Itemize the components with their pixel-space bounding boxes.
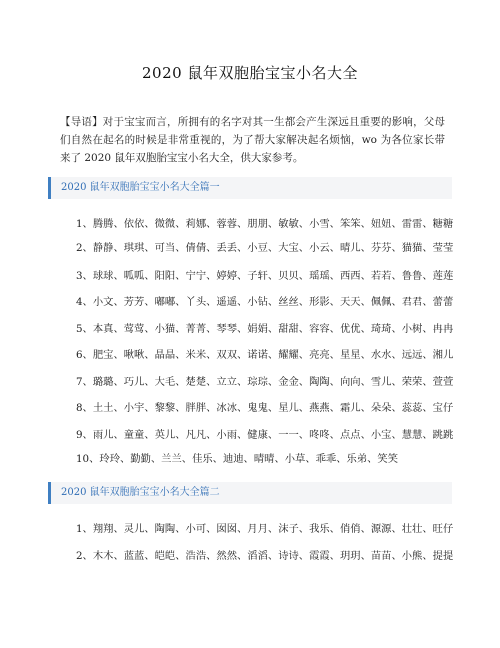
section-heading-2: 2020 鼠年双胞胎宝宝小名大全篇二 [48, 482, 452, 504]
list-item: 9、雨儿、童童、英儿、凡凡、小雨、健康、一一、咚咚、点点、小宝、慧慧、跳跳 [76, 429, 454, 441]
list-item: 2、静静、琪琪、可当、倩倩、丢丢、小豆、大宝、小云、晴儿、芬芬、猫猫、莹莹 [76, 242, 454, 254]
list-item: 1、腾腾、依依、微微、莉娜、蓉蓉、朋朋、敏敏、小雪、笨笨、妞妞、雷雷、糖糖 [76, 218, 454, 230]
list-item: 5、本真、莺莺、小猫、菁菁、琴琴、娟娟、甜甜、容容、优优、琦琦、小树、冉冉 [76, 323, 454, 335]
list-item: 3、球球、呱呱、阳阳、宁宁、婷婷、子轩、贝贝、瑶瑶、西西、若若、鲁鲁、莲莲 [76, 270, 454, 282]
section-heading-1: 2020 鼠年双胞胎宝宝小名大全篇一 [48, 177, 452, 199]
intro-paragraph: 【导语】对于宝宝而言，所拥有的名字对其一生都会产生深远且重要的影响，父母们自然在起名的时候是非常重视的，为了帮大家解决起名烦恼，wo 为各位家长带来了 2020 鼠年双胞胎宝宝小名大全，供大家参考。 [60, 116, 445, 164]
list-item: 7、璐璐、巧儿、大毛、楚楚、立立、琮琮、金金、陶陶、向向、雪儿、荣荣、萱萱 [76, 376, 454, 388]
document-title: 2020 鼠年双胞胎宝宝小名大全 [142, 64, 358, 82]
list-item: 1、翔翔、灵儿、陶陶、小可、囡囡、月月、沫子、我乐、俏俏、源源、壮壮、旺仔 [76, 523, 454, 535]
list-item: 4、小文、芳芳、嘟嘟、丫头、遥遥、小钻、丝丝、形影、天天、佩佩、君君、蕾蕾 [76, 296, 454, 308]
list-item: 6、肥宝、啾啾、晶晶、米米、双双、诺诺、耀耀、亮亮、星星、水水、远远、湘儿 [76, 349, 454, 361]
list-item: 2、木木、蓝蓝、皑皑、浩浩、然然、滔滔、诗诗、霞霞、玥玥、苗苗、小熊、提提 [76, 550, 454, 562]
list-item: 10、玲玲、勤勤、兰兰、佳乐、迪迪、晴晴、小草、乖乖、乐弟、笑笑 [76, 453, 399, 465]
list-item: 8、土土、小宇、黎黎、胖胖、冰冰、鬼鬼、星儿、燕燕、霜儿、朵朵、蕊蕊、宝仔 [76, 402, 454, 414]
